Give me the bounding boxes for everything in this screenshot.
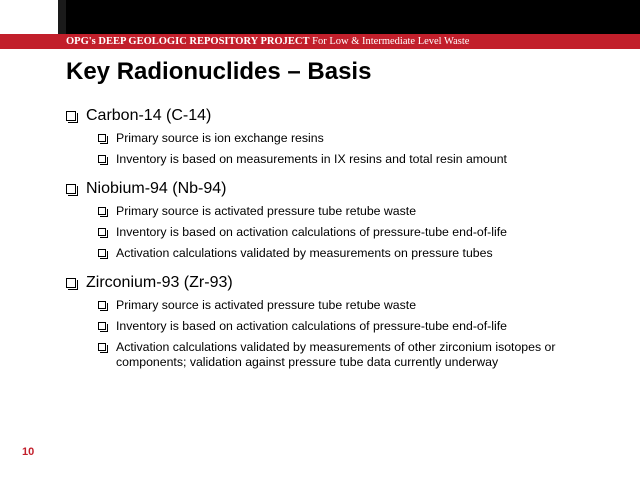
section-heading [66,179,626,199]
checkbox-bullet-icon [66,184,76,194]
section-zirconium-93 [66,273,626,370]
project-header [66,35,469,48]
slide-content [66,106,626,382]
project-header-bar [0,34,640,49]
checkbox-bullet-icon [98,322,106,330]
slide-title: Key Radionuclides – Basis [66,58,372,85]
list-item-text: Primary source is activated pressure tube retube waste [116,298,417,312]
section-heading [66,106,626,126]
list-item [98,152,626,167]
list-item-text: Inventory is based on activation calculations of pressure-tube end-of-life [116,319,507,333]
list-item [98,131,626,146]
list-item [98,246,626,261]
page-number: 10 [22,446,35,458]
section-heading [66,273,626,293]
project-subtitle: For Low & Intermediate Level Waste [309,36,470,47]
list-item [98,319,626,334]
list-item-text: Primary source is activated pressure tube retube waste [116,204,417,218]
list-item-text: Primary source is ion exchange resins [116,131,324,145]
section-heading-text: Niobium-94 (Nb-94) [86,180,227,197]
checkbox-bullet-icon [98,249,106,257]
project-name: OPG's DEEP GEOLOGIC REPOSITORY PROJECT [66,36,310,47]
checkbox-bullet-icon [98,155,106,163]
list-item-text: Activation calculations validated by measurements of other zirconium isotopes or components; validation against pressure tube data currently underway [116,340,556,369]
section-heading-text: Zirconium-93 (Zr-93) [86,274,233,291]
list-item [98,340,626,370]
checkbox-bullet-icon [98,228,106,236]
checkbox-bullet-icon [98,343,106,351]
banner-white-block [0,0,58,34]
section-heading-text: Carbon-14 (C-14) [86,107,212,124]
checkbox-bullet-icon [98,207,106,215]
list-item-text: Activation calculations validated by measurements on pressure tubes [116,246,493,260]
checkbox-bullet-icon [66,111,76,121]
checkbox-bullet-icon [66,278,76,288]
section-niobium-94 [66,179,626,261]
checkbox-bullet-icon [98,134,106,142]
list-item-text: Inventory is based on activation calculations of pressure-tube end-of-life [116,225,507,239]
section-carbon-14 [66,106,626,167]
list-item [98,225,626,240]
checkbox-bullet-icon [98,301,106,309]
top-banner [0,0,640,34]
list-item [98,204,626,219]
list-item [98,298,626,313]
list-item-text: Inventory is based on measurements in IX resins and total resin amount [116,152,507,166]
banner-gap [58,0,66,34]
